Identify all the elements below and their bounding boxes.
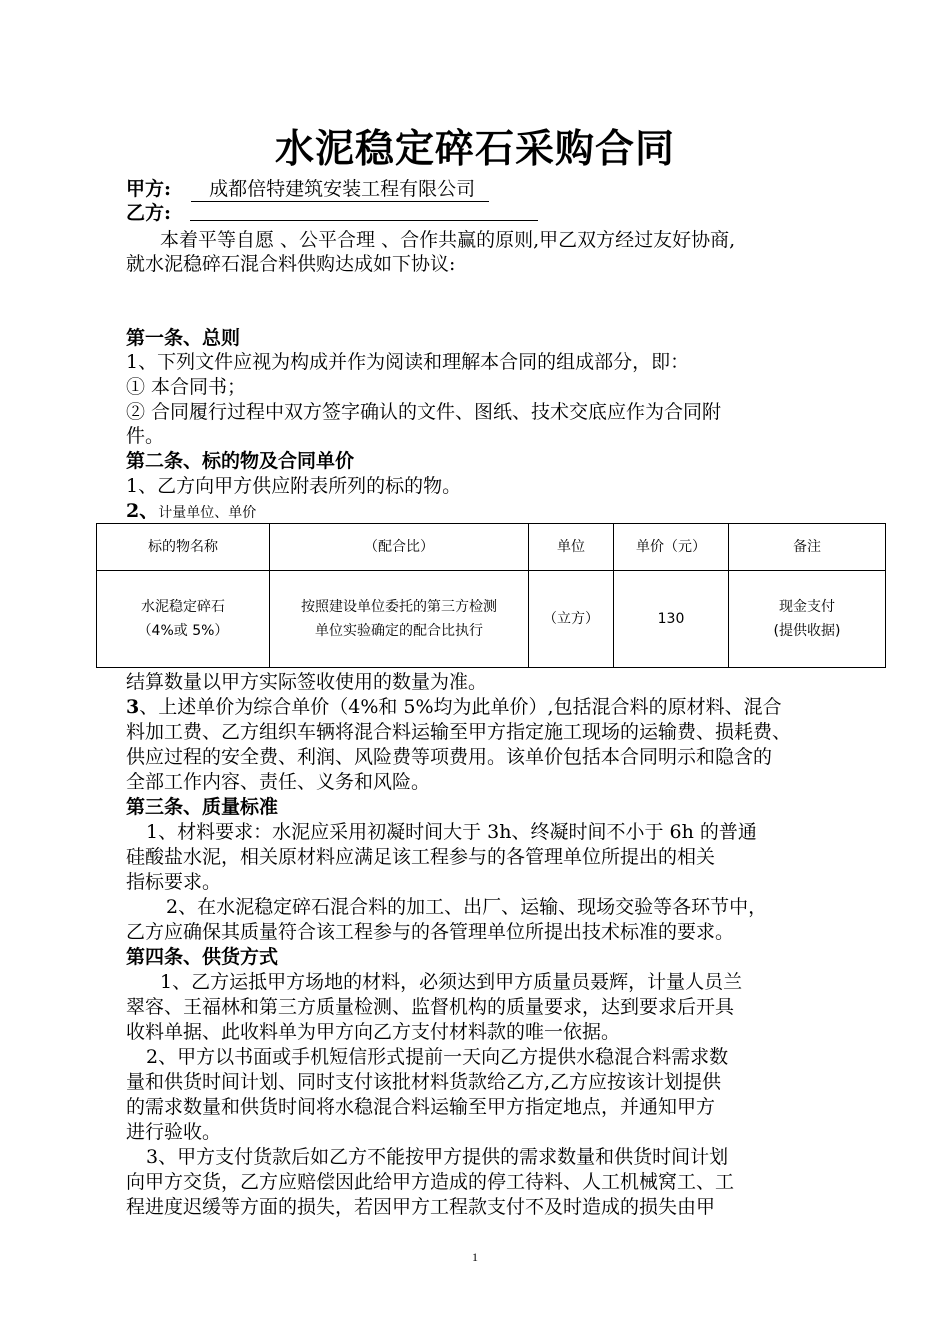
- party-b-blank-line: [190, 220, 538, 221]
- header-ratio: （配合比）: [270, 524, 529, 571]
- cell-note: 现金支付 (提供收据): [729, 571, 886, 668]
- article4-item3-line1: 3、甲方支付货款后如乙方不能按甲方提供的需求数量和供货时间计划: [146, 1146, 729, 1168]
- item3-line2: 料加工费、乙方组织车辆将混合料运输至甲方指定施工现场的运输费、损耗费、: [126, 721, 792, 743]
- item3-line4: 全部工作内容、责任、义务和风险。: [126, 771, 431, 793]
- article3-item1-line1: 1、材料要求：水泥应采用初凝时间大于 3h、终凝时间不小于 6h 的普通: [146, 821, 757, 843]
- article1-sub2-line2: 件。: [126, 425, 165, 447]
- page-number: 1: [472, 1250, 478, 1264]
- article2-item2-text: 计量单位、单价: [158, 505, 257, 521]
- cell-price: 130: [614, 571, 729, 668]
- document-title: 水泥稳定碎石采购合同: [274, 126, 675, 172]
- article4-item3-line3: 程进度迟缓等方面的损失，若因甲方工程款支付不及时造成的损失由甲: [126, 1196, 716, 1218]
- article4-item1-line3: 收料单据、此收料单为甲方向乙方支付材料款的唯一依据。: [126, 1021, 621, 1043]
- article1-sub1: ① 本合同书；: [126, 376, 247, 398]
- article3-item1-line2: 硅酸盐水泥，相关原材料应满足该工程参与的各管理单位所提出的相关: [126, 846, 716, 868]
- party-a-label: 甲方:: [126, 178, 172, 200]
- article4-item2-line2: 量和供货时间计划、同时支付该批材料货款给乙方,乙方应按该计划提供: [126, 1071, 722, 1093]
- header-unit: 单位: [529, 524, 614, 571]
- article2-item1: 1、乙方向甲方供应附表所列的标的物。: [126, 475, 462, 497]
- article4-item3-line2: 向甲方交货，乙方应赔偿因此给甲方造成的停工待料、人工机械窝工、工: [126, 1171, 735, 1193]
- item3-line1: 3、上述单价为综合单价（4%和 5%均为此单价）,包括混合料的原材料、混合: [126, 696, 782, 718]
- item3-line3: 供应过程的安全费、利润、风险费等项费用。该单价包括本合同明示和隐含的: [126, 746, 773, 768]
- article3-heading: 第三条、质量标准: [126, 796, 279, 818]
- article3-item2-line2: 乙方应确保其质量符合该工程参与的各管理单位所提出技术标准的要求。: [126, 921, 735, 943]
- article2-heading: 第二条、标的物及合同单价: [126, 450, 355, 472]
- intro-line-2: 就水泥稳碎石混合料供购达成如下协议:: [126, 253, 456, 275]
- party-a-name: 成都倍特建筑安装工程有限公司: [191, 177, 489, 202]
- article4-item2-line3: 的需求数量和供货时间将水稳混合料运输至甲方指定地点，并通知甲方: [126, 1096, 716, 1118]
- cell-name: 水泥稳定碎石 （4%或 5%）: [97, 571, 270, 668]
- article2-item2-number: 2、: [126, 500, 159, 522]
- header-price: 单价（元）: [614, 524, 729, 571]
- article4-heading: 第四条、供货方式: [126, 946, 279, 968]
- party-a-line: [126, 177, 489, 202]
- article1-heading: 第一条、总则: [126, 327, 241, 349]
- article3-item2-line1: 2、在水泥稳定碎石混合料的加工、出厂、运输、现场交验等各环节中，: [166, 896, 768, 918]
- article4-item2-line4: 进行验收。: [126, 1121, 222, 1143]
- article3-item1-line3: 指标要求。: [126, 871, 222, 893]
- article4-item1-line2: 翠容、王福林和第三方质量检测、监督机构的质量要求，达到要求后开具: [126, 996, 735, 1018]
- article1-item1: 1、下列文件应视为构成并作为阅读和理解本合同的组成部分，即：: [126, 351, 690, 373]
- party-b-line: [126, 201, 171, 225]
- table-header-row: [97, 524, 886, 571]
- article4-item2-line1: 2、甲方以书面或手机短信形式提前一天向乙方提供水稳混合料需求数: [146, 1046, 729, 1068]
- article2-item2: [126, 499, 256, 525]
- settlement-text: 结算数量以甲方实际签收使用的数量为准。: [126, 671, 488, 693]
- intro-line-1: 本着平等自愿 、公平合理 、合作共赢的原则,甲乙双方经过友好协商,: [160, 229, 736, 251]
- price-table: [96, 523, 886, 668]
- table-row: [97, 571, 886, 668]
- header-name: 标的物名称: [97, 524, 270, 571]
- header-note: 备注: [729, 524, 886, 571]
- party-b-label: 乙方:: [126, 202, 172, 224]
- article4-item1-line1: 1、乙方运抵甲方场地的材料，必须达到甲方质量员聂辉，计量人员兰: [160, 971, 743, 993]
- cell-ratio: 按照建设单位委托的第三方检测 单位实验确定的配合比执行: [270, 571, 529, 668]
- cell-unit: （立方）: [529, 571, 614, 668]
- article1-sub2-line1: ② 合同履行过程中双方签字确认的文件、图纸、技术交底应作为合同附: [126, 401, 722, 423]
